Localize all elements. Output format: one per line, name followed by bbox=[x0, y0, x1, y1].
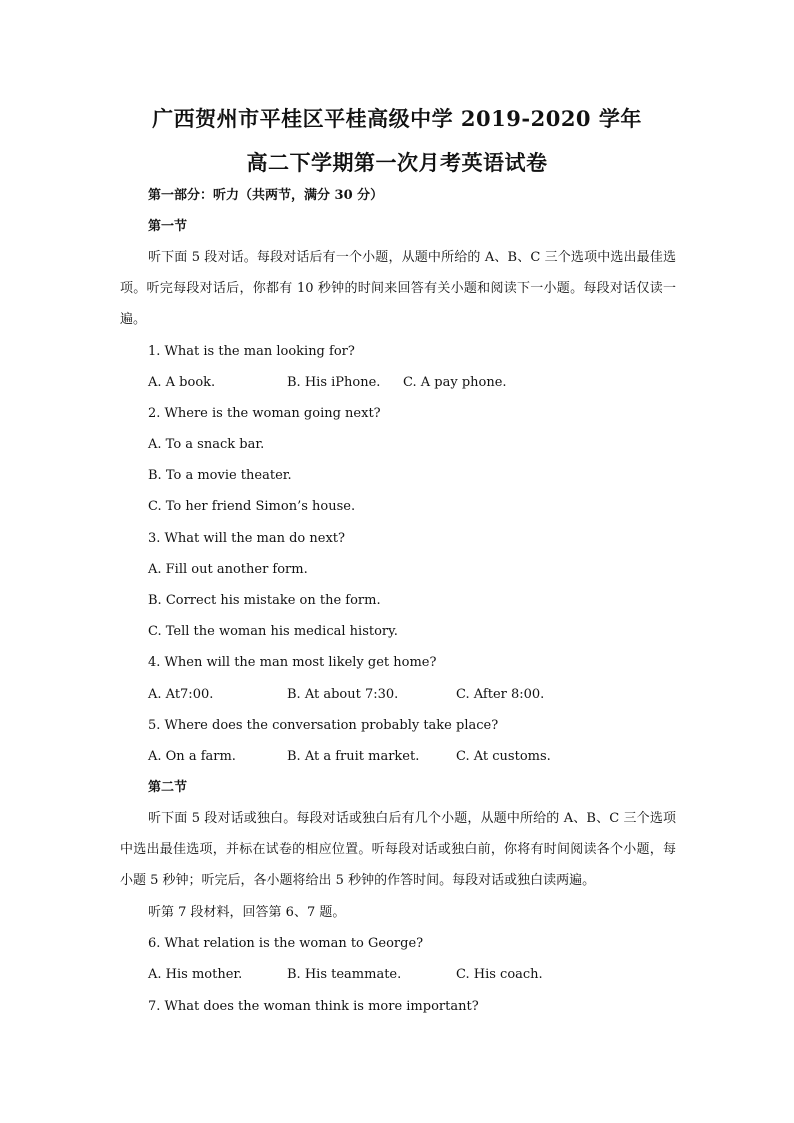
option-c: C. After 8:00. bbox=[456, 687, 545, 702]
question-2-option-c: C. To her friend Simon’s house. bbox=[148, 499, 356, 514]
question-5: 5. Where does the conversation probably take place? bbox=[148, 718, 499, 733]
question-3-option-b: B. Correct his mistake on the form. bbox=[148, 593, 381, 608]
part1-heading: 第一部分：听力（共两节，满分 30 分） bbox=[148, 188, 384, 203]
exam-title-line1: 广西贺州市平桂区平桂高级中学 2019-2020 学年 bbox=[152, 106, 642, 131]
section1-heading: 第一节 bbox=[148, 219, 188, 234]
material-note: 听第 7 段材料，回答第 6、7 题。 bbox=[148, 905, 346, 920]
question-2-option-b: B. To a movie theater. bbox=[148, 468, 292, 483]
option-b: B. At about 7:30. bbox=[287, 687, 399, 702]
exam-title-line2: 高二下学期第一次月考英语试卷 bbox=[246, 150, 548, 175]
option-a: A. On a farm. bbox=[148, 749, 236, 764]
option-c: C. At customs. bbox=[456, 749, 551, 764]
question-2: 2. Where is the woman going next? bbox=[148, 406, 381, 421]
option-b: B. At a fruit market. bbox=[287, 749, 420, 764]
question-2-option-a: A. To a snack bar. bbox=[148, 437, 265, 452]
option-c: C. A pay phone. bbox=[403, 375, 507, 390]
question-7: 7. What does the woman think is more important? bbox=[148, 999, 479, 1014]
question-3-option-c: C. Tell the woman his medical history. bbox=[148, 624, 398, 639]
section2-heading: 第二节 bbox=[148, 780, 188, 795]
section2-instructions: 听下面 5 段对话或独白。每段对话或独白后有几个小题，从题中所给的 A、B、C 三个选项中选出最佳选项，并标在试卷的相应位置。听每段对话或独白前，你将有时间阅读各个小题，每小题 5 秒钟；听完后，各小题将给出 5 秒钟的作答时间。每段对话或独白读两遍。 bbox=[120, 811, 676, 888]
option-a: A. His mother. bbox=[148, 967, 243, 982]
option-b: B. His teammate. bbox=[287, 967, 402, 982]
option-c: C. His coach. bbox=[456, 967, 543, 982]
section1-instructions: 听下面 5 段对话。每段对话后有一个小题，从题中所给的 A、B、C 三个选项中选出最佳选项。听完每段对话后，你都有 10 秒钟的时间来回答有关小题和阅读下一小题。每段对话仅读一遍。 bbox=[120, 250, 676, 327]
option-a: A. A book. bbox=[148, 375, 216, 390]
question-4: 4. When will the man most likely get home? bbox=[148, 655, 437, 670]
option-a: A. At7:00. bbox=[148, 687, 214, 702]
question-3: 3. What will the man do next? bbox=[148, 531, 345, 546]
question-1: 1. What is the man looking for? bbox=[148, 344, 355, 359]
question-3-option-a: A. Fill out another form. bbox=[148, 562, 308, 577]
question-6: 6. What relation is the woman to George? bbox=[148, 936, 424, 951]
option-b: B. His iPhone. bbox=[287, 375, 381, 390]
